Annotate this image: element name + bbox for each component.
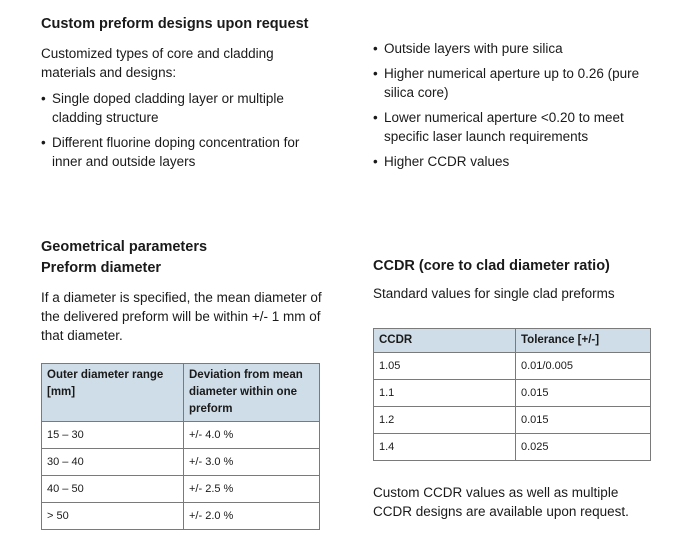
- ccdr-table: [373, 328, 651, 461]
- diameter-table: [41, 363, 320, 530]
- table-cell: 0.01/0.005: [516, 353, 651, 380]
- list-item: • Higher CCDR values: [373, 152, 648, 171]
- table-cell: 1.4: [374, 434, 516, 461]
- custom-left-list: [41, 89, 321, 177]
- geometry-title: Geometrical parameters: [41, 239, 208, 255]
- table-header: Outer diameter range [mm]: [42, 364, 184, 422]
- table-row: [42, 449, 320, 476]
- table-row: [374, 407, 651, 434]
- table-header-row: [374, 329, 651, 353]
- table-cell: 0.025: [516, 434, 651, 461]
- custom-intro: Customized types of core and cladding materials and designs:: [41, 46, 274, 80]
- table-row: [42, 503, 320, 530]
- list-item: • Outside layers with pure silica: [373, 39, 648, 58]
- list-item: • Higher numerical aperture up to 0.26 (pure silica core): [373, 64, 648, 102]
- table-cell: > 50: [42, 503, 184, 530]
- table-header: Tolerance [+/-]: [516, 329, 651, 353]
- table-cell: 1.2: [374, 407, 516, 434]
- table-cell: 30 – 40: [42, 449, 184, 476]
- table-row: [374, 353, 651, 380]
- custom-title: Custom preform designs upon request: [41, 16, 309, 32]
- ccdr-title: CCDR (core to clad diameter ratio): [373, 258, 610, 274]
- custom-right-list: [373, 39, 648, 177]
- table-cell: +/- 4.0 %: [184, 422, 320, 449]
- table-row: [374, 434, 651, 461]
- table-cell: 1.1: [374, 380, 516, 407]
- ccdr-text: Standard values for single clad preforms: [373, 286, 615, 301]
- table-row: [42, 422, 320, 449]
- ccdr-footer: Custom CCDR values as well as multiple CCDR designs are available upon request.: [373, 485, 629, 519]
- table-row: [42, 476, 320, 503]
- table-cell: 15 – 30: [42, 422, 184, 449]
- geometry-subtitle: Preform diameter: [41, 260, 162, 276]
- table-cell: 40 – 50: [42, 476, 184, 503]
- table-cell: +/- 2.0 %: [184, 503, 320, 530]
- list-item: • Different fluorine doping concentration for inner and outside layers: [41, 133, 321, 171]
- table-cell: 0.015: [516, 380, 651, 407]
- table-cell: +/- 2.5 %: [184, 476, 320, 503]
- table-header-row: [42, 364, 320, 422]
- table-cell: 0.015: [516, 407, 651, 434]
- table-cell: 1.05: [374, 353, 516, 380]
- table-cell: +/- 3.0 %: [184, 449, 320, 476]
- list-item: • Lower numerical aperture <0.20 to meet specific laser launch requirements: [373, 108, 648, 146]
- list-item: • Single doped cladding layer or multiple cladding structure: [41, 89, 321, 127]
- geometry-text: If a diameter is specified, the mean diameter of the delivered preform will be within +/- 1 mm of that diameter.: [41, 290, 322, 343]
- table-header: CCDR: [374, 329, 516, 353]
- table-header: Deviation from mean diameter within one preform: [184, 364, 320, 422]
- table-row: [374, 380, 651, 407]
